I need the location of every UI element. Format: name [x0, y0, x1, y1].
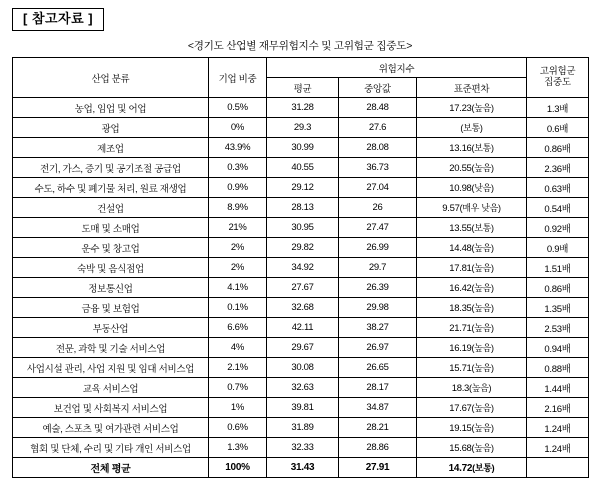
stddev-level-note: (높음)	[471, 403, 494, 414]
stddev-value: 17.67	[449, 403, 472, 415]
cell-average: 34.92	[267, 258, 339, 278]
cell-stddev	[417, 138, 527, 158]
header-median: 중앙값	[339, 78, 417, 98]
cell-stddev	[417, 178, 527, 198]
cell-median: 27.91	[339, 458, 417, 478]
table-row	[13, 318, 589, 338]
stddev-value: 18.35	[449, 303, 472, 315]
cell-median: 27.6	[339, 118, 417, 138]
header-stddev: 표준편차	[417, 78, 527, 98]
cell-concentration: 2.53배	[527, 318, 589, 338]
cell-company-weight: 0.6%	[209, 418, 267, 438]
cell-company-weight: 1.3%	[209, 438, 267, 458]
cell-concentration: 2.36배	[527, 158, 589, 178]
cell-median: 29.98	[339, 298, 417, 318]
cell-company-weight: 100%	[209, 458, 267, 478]
table-row	[13, 98, 589, 118]
cell-concentration: 0.88배	[527, 358, 589, 378]
cell-sector: 수도, 하수 및 폐기물 처리, 원료 재생업	[13, 178, 209, 198]
cell-concentration: 1.51배	[527, 258, 589, 278]
table-row	[13, 218, 589, 238]
cell-concentration: 0.54배	[527, 198, 589, 218]
cell-sector: 사업시설 관리, 사업 지원 및 임대 서비스업	[13, 358, 209, 378]
cell-stddev	[417, 98, 527, 118]
table-row	[13, 238, 589, 258]
cell-median: 28.17	[339, 378, 417, 398]
cell-company-weight: 2%	[209, 238, 267, 258]
cell-sector: 교육 서비스업	[13, 378, 209, 398]
cell-median: 26	[339, 198, 417, 218]
table-body	[13, 98, 589, 478]
cell-median: 28.21	[339, 418, 417, 438]
cell-sector: 농업, 임업 및 어업	[13, 98, 209, 118]
cell-company-weight: 1%	[209, 398, 267, 418]
cell-company-weight: 4.1%	[209, 278, 267, 298]
stddev-value: 10.98	[449, 183, 472, 195]
cell-stddev	[417, 458, 527, 478]
cell-average: 29.3	[267, 118, 339, 138]
cell-stddev	[417, 118, 527, 138]
cell-sector: 정보통신업	[13, 278, 209, 298]
stddev-level-note: (보통)	[460, 123, 483, 134]
cell-average: 30.99	[267, 138, 339, 158]
cell-average: 31.43	[267, 458, 339, 478]
cell-median: 26.65	[339, 358, 417, 378]
table-row	[13, 438, 589, 458]
cell-stddev	[417, 398, 527, 418]
table-row	[13, 258, 589, 278]
stddev-value: 16.19	[449, 343, 472, 355]
cell-median: 27.47	[339, 218, 417, 238]
cell-sector: 보건업 및 사회복지 서비스업	[13, 398, 209, 418]
cell-company-weight: 0%	[209, 118, 267, 138]
cell-concentration: 1.24배	[527, 438, 589, 458]
cell-stddev	[417, 258, 527, 278]
stddev-value: 15.71	[449, 363, 472, 375]
cell-average: 32.63	[267, 378, 339, 398]
stddev-level-note: (높음)	[471, 243, 494, 254]
cell-stddev	[417, 418, 527, 438]
cell-stddev	[417, 438, 527, 458]
cell-company-weight: 6.6%	[209, 318, 267, 338]
stddev-level-note: (낮음)	[471, 183, 494, 194]
cell-average: 30.08	[267, 358, 339, 378]
cell-sector: 도매 및 소매업	[13, 218, 209, 238]
cell-stddev	[417, 318, 527, 338]
cell-concentration: 1.44배	[527, 378, 589, 398]
table-row	[13, 198, 589, 218]
cell-company-weight: 8.9%	[209, 198, 267, 218]
cell-average: 32.68	[267, 298, 339, 318]
stddev-level-note: (높음)	[471, 363, 494, 374]
table-row	[13, 138, 589, 158]
cell-median: 34.87	[339, 398, 417, 418]
header-average: 평균	[267, 78, 339, 98]
cell-company-weight: 2.1%	[209, 358, 267, 378]
cell-average: 42.11	[267, 318, 339, 338]
header-risk-index-group: 위험지수	[267, 58, 527, 78]
table-total-row	[13, 458, 589, 478]
cell-average: 31.28	[267, 98, 339, 118]
table-row	[13, 118, 589, 138]
cell-concentration: 0.86배	[527, 278, 589, 298]
financial-risk-table	[12, 57, 589, 478]
cell-stddev	[417, 238, 527, 258]
cell-average: 29.67	[267, 338, 339, 358]
stddev-level-note: (높음)	[471, 343, 494, 354]
cell-sector: 예술, 스포츠 및 여가관련 서비스업	[13, 418, 209, 438]
stddev-level-note: (높음)	[471, 263, 494, 274]
stddev-level-note: (높음)	[471, 423, 494, 434]
cell-median: 26.97	[339, 338, 417, 358]
cell-sector: 금융 및 보험업	[13, 298, 209, 318]
stddev-value: 13.16	[449, 143, 472, 155]
cell-median: 38.27	[339, 318, 417, 338]
cell-company-weight: 0.9%	[209, 178, 267, 198]
header-sector: 산업 분류	[13, 58, 209, 98]
cell-sector: 숙박 및 음식점업	[13, 258, 209, 278]
stddev-value: 14.48	[449, 243, 472, 255]
table-caption: <경기도 산업별 재무위험지수 및 고위험군 집중도>	[187, 40, 413, 53]
cell-company-weight: 0.1%	[209, 298, 267, 318]
stddev-level-note: (높음)	[471, 323, 494, 334]
cell-sector: 건설업	[13, 198, 209, 218]
table-row	[13, 178, 589, 198]
cell-average: 39.81	[267, 398, 339, 418]
cell-concentration: 1.3배	[527, 98, 589, 118]
cell-company-weight: 21%	[209, 218, 267, 238]
cell-stddev	[417, 378, 527, 398]
cell-sector: 제조업	[13, 138, 209, 158]
stddev-level-note: (보통)	[471, 143, 494, 154]
cell-median: 26.39	[339, 278, 417, 298]
stddev-value: 16.42	[449, 283, 472, 295]
stddev-level-note: (매우 낮음)	[459, 203, 501, 214]
cell-concentration: 1.35배	[527, 298, 589, 318]
cell-average: 28.13	[267, 198, 339, 218]
cell-median: 28.08	[339, 138, 417, 158]
cell-concentration: 0.86배	[527, 138, 589, 158]
cell-median: 27.04	[339, 178, 417, 198]
stddev-value: 19.15	[449, 423, 472, 435]
cell-sector: 협회 및 단체, 수리 및 기타 개인 서비스업	[13, 438, 209, 458]
table-row	[13, 338, 589, 358]
stddev-value: 14.72	[448, 463, 473, 475]
stddev-value: 13.55	[449, 223, 472, 235]
cell-sector: 광업	[13, 118, 209, 138]
cell-concentration: 0.63배	[527, 178, 589, 198]
cell-average: 30.95	[267, 218, 339, 238]
cell-sector: 운수 및 창고업	[13, 238, 209, 258]
stddev-value: 17.81	[449, 263, 472, 275]
cell-average: 31.89	[267, 418, 339, 438]
table-row	[13, 278, 589, 298]
table-row	[13, 298, 589, 318]
cell-concentration: 0.94배	[527, 338, 589, 358]
stddev-value: 15.68	[449, 443, 472, 455]
cell-stddev	[417, 158, 527, 178]
stddev-level-note: (높음)	[469, 383, 492, 394]
stddev-level-note: (높음)	[471, 443, 494, 454]
cell-sector: 전체 평균	[13, 458, 209, 478]
header-high-risk-concentration-line1: 고위험군	[539, 65, 576, 77]
stddev-level-note: (높음)	[471, 283, 494, 294]
stddev-level-note: (높음)	[471, 103, 494, 114]
cell-average: 27.67	[267, 278, 339, 298]
cell-concentration: 0.6배	[527, 118, 589, 138]
cell-sector: 부동산업	[13, 318, 209, 338]
cell-median: 36.73	[339, 158, 417, 178]
table-row	[13, 398, 589, 418]
cell-stddev	[417, 278, 527, 298]
cell-stddev	[417, 198, 527, 218]
cell-concentration: 0.9배	[527, 238, 589, 258]
cell-median: 28.48	[339, 98, 417, 118]
cell-average: 29.82	[267, 238, 339, 258]
stddev-value: 20.55	[449, 163, 472, 175]
stddev-value: 9.57	[442, 203, 460, 215]
stddev-value: 21.71	[449, 323, 472, 335]
cell-company-weight: 2%	[209, 258, 267, 278]
stddev-level-note: (높음)	[471, 303, 494, 314]
cell-stddev	[417, 218, 527, 238]
table-row	[13, 158, 589, 178]
cell-concentration: 1.24배	[527, 418, 589, 438]
cell-median: 28.86	[339, 438, 417, 458]
stddev-level-note: (높음)	[471, 163, 494, 174]
cell-average: 29.12	[267, 178, 339, 198]
cell-sector: 전기, 가스, 증기 및 공기조절 공급업	[13, 158, 209, 178]
stddev-value: 17.23	[449, 103, 472, 115]
cell-concentration	[527, 458, 589, 478]
cell-company-weight: 0.5%	[209, 98, 267, 118]
cell-stddev	[417, 358, 527, 378]
stddev-level-note: (보통)	[472, 463, 495, 474]
header-high-risk-concentration	[527, 58, 589, 98]
cell-company-weight: 0.3%	[209, 158, 267, 178]
header-company-weight: 기업 비중	[209, 58, 267, 98]
cell-company-weight: 4%	[209, 338, 267, 358]
cell-concentration: 0.92배	[527, 218, 589, 238]
cell-average: 32.33	[267, 438, 339, 458]
cell-stddev	[417, 298, 527, 318]
table-header-row-1	[13, 58, 589, 78]
table-row	[13, 358, 589, 378]
table-row	[13, 378, 589, 398]
cell-median: 26.99	[339, 238, 417, 258]
table-row	[13, 418, 589, 438]
cell-stddev	[417, 338, 527, 358]
header-high-risk-concentration-line2: 집중도	[544, 76, 571, 88]
cell-median: 29.7	[339, 258, 417, 278]
cell-concentration: 2.16배	[527, 398, 589, 418]
cell-company-weight: 43.9%	[209, 138, 267, 158]
stddev-value: 18.3	[451, 383, 470, 395]
cell-average: 40.55	[267, 158, 339, 178]
cell-sector: 전문, 과학 및 기술 서비스업	[13, 338, 209, 358]
stddev-level-note: (보통)	[471, 223, 494, 234]
cell-company-weight: 0.7%	[209, 378, 267, 398]
reference-badge: [ 참고자료 ]	[12, 8, 104, 31]
